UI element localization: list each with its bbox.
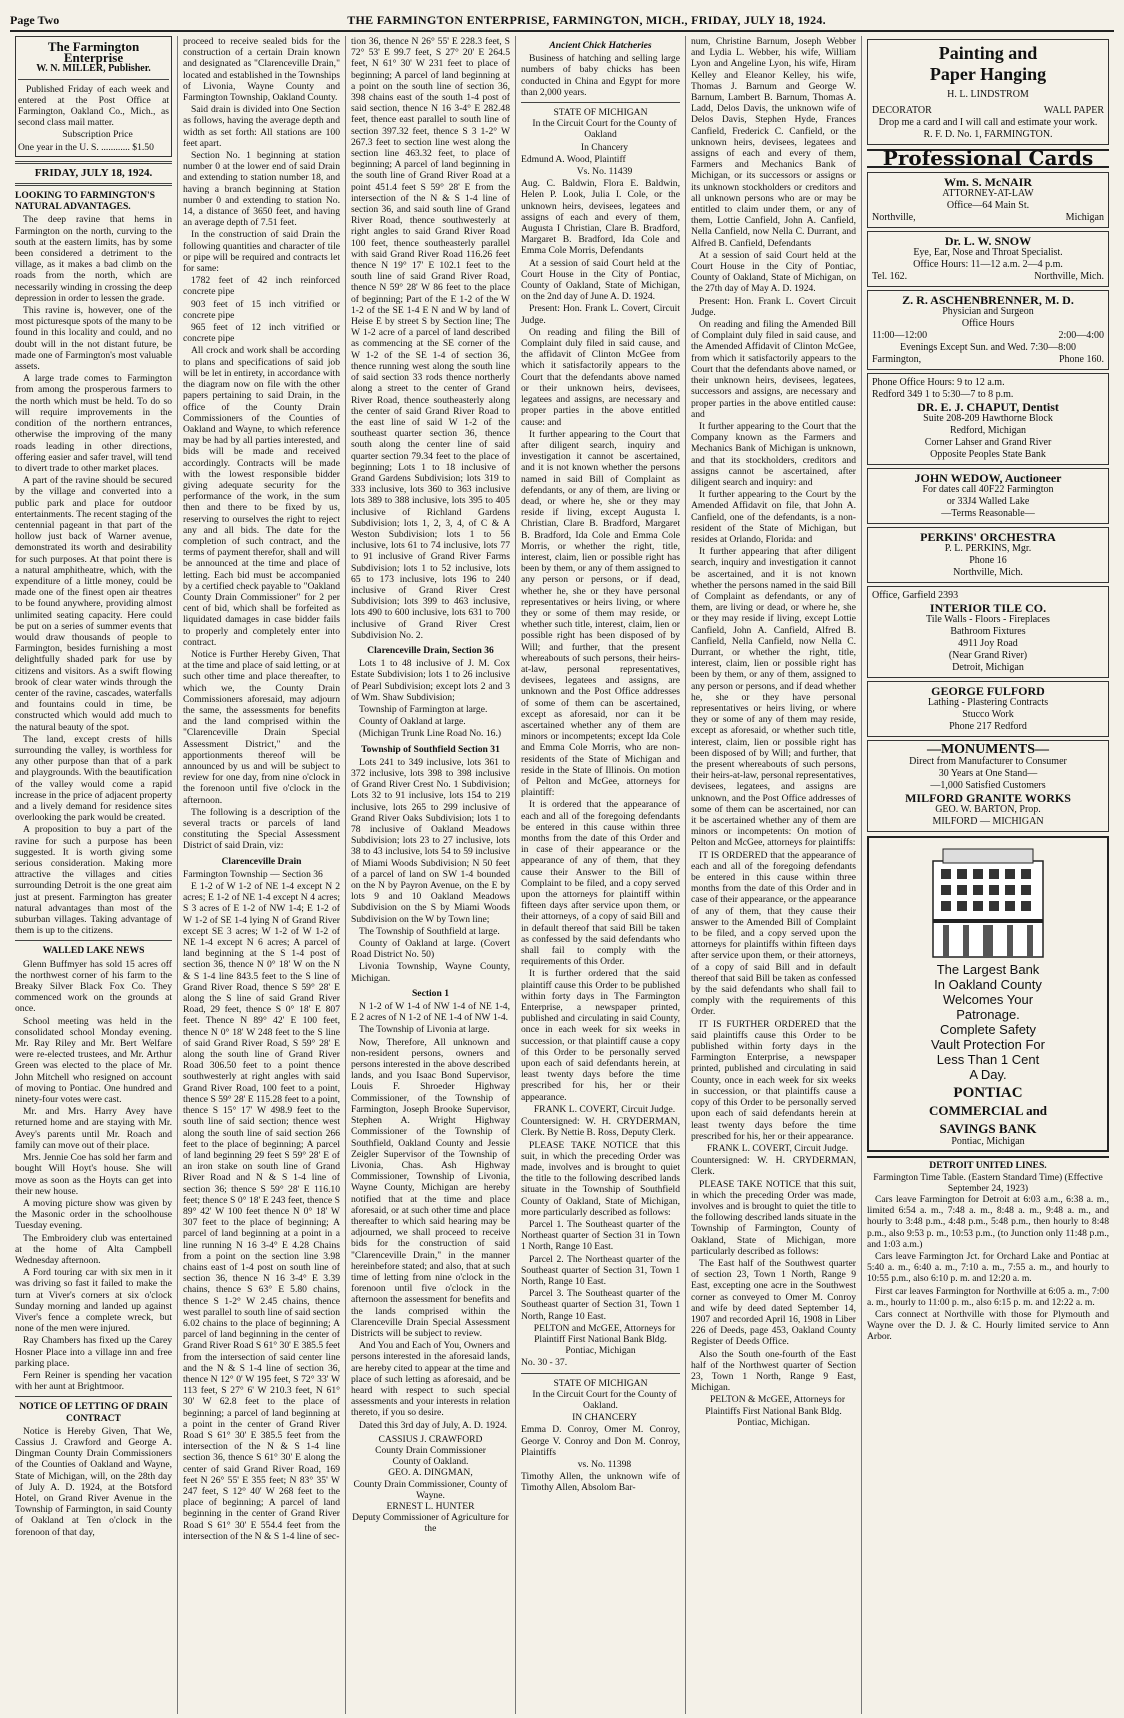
ad-title: Painting and: [938, 43, 1038, 63]
card-evenings: Evenings Except Sun. and Wed. 7:30—8:00: [900, 342, 1076, 354]
masthead: [10, 6, 1114, 32]
legal-description: Livonia Township, Wayne County, Michigan.: [351, 961, 510, 984]
card-items: Tile Walls - Floors - Fireplaces: [926, 614, 1050, 626]
court-paragraph: Parcel 3. The Southeast quarter of the Southeast quarter of Section 31, Town 1 North, Range 10 East.: [521, 1288, 680, 1322]
column-6: [862, 36, 1114, 1714]
card-address: 4911 Joy Road: [958, 638, 1018, 650]
signature-line: CASSIUS J. CRAWFORD: [378, 1433, 483, 1445]
wedow-card: [867, 468, 1109, 524]
card-state: Michigan: [1065, 212, 1104, 224]
ad-address: R. F. D. No. 1, FARMINGTON.: [923, 129, 1053, 140]
signature-line: County of Oakland.: [392, 1456, 469, 1468]
state-heading: STATE OF MICHIGAN: [553, 107, 648, 119]
court-paragraph: Present: Hon. Frank L. Covert, Circuit Judge.: [521, 303, 680, 326]
drain-paragraph: Said drain is divided into One Section as follows, having the average depth and width as set forth: All stations are 100 feet apart.: [183, 104, 340, 149]
card-terms: —Terms Reasonable—: [941, 508, 1035, 520]
paper-name: The Farmington Enterprise: [47, 39, 140, 66]
card-bath: Bathroom Fixtures: [950, 626, 1026, 638]
card-line: Phone Office Hours: 9 to 12 a.m.: [872, 377, 1005, 389]
card-line: or 33J4 Walled Lake: [946, 496, 1030, 508]
card-phone: Phone 217 Redford: [949, 721, 1027, 733]
ad-line: Direct from Manufacturer to Consumer: [909, 756, 1067, 768]
slogan-line: Vault Protection For: [931, 1037, 1045, 1053]
court-paragraph: It further appearing to the Court that the Company known as the Farmers and Mechanics Bank of Michigan is unknown, and that its stockholders, creditors and assigns cannot be ascertained, after diligent search and inquiry: and: [691, 420, 856, 488]
bank-name: COMMERCIAL and: [928, 1103, 1048, 1119]
card-spec: Eye, Ear, Nose and Throat Specialist.: [913, 247, 1063, 259]
court-heading: In the Circuit Court for the County of Oakland: [532, 118, 677, 141]
paper-box: [15, 36, 172, 157]
countersigned: Countersigned: W. H. CRYDERMAN, Clerk. By Nettie B. Ross, Deputy Clerk.: [521, 1116, 680, 1139]
court-paragraph: PLEASE TAKE NOTICE that this suit, in which the preceding Order was made, involves and is brought to quiet the title to the following described lands situate in the Township of Farmington, County of Oakland, State of Michigan, more particularly described as follows:: [691, 1178, 856, 1257]
chancery-heading: IN CHANCERY: [572, 1412, 637, 1424]
card-row: [872, 212, 1104, 224]
card-opposite: Opposite Peoples State Bank: [930, 449, 1046, 461]
card-phone: Phone 160.: [1059, 354, 1104, 366]
card-line: Stucco Work: [962, 709, 1014, 721]
court-paragraph: Parcel 2. The Northeast quarter of the Southeast quarter of Section 31, Town 1 North, Range 10 East.: [521, 1253, 680, 1287]
defendants: Aug. C. Baldwin, Flora E. Baldwin, Helen P. Look, Julia I. Cole, or the unknown heirs, devisees, legatees and assigns of each and every of them, Augusta I Christian, Clare B. Bradford, Margaret B. Bradford, Ida Cole and Emma Cole Morris, Defendants: [521, 178, 680, 257]
legal-description: County of Oakland at large. (Covert Road District No. 50): [351, 938, 510, 961]
section-subhead: Township of Southfield Section 31: [361, 743, 500, 755]
ad-title: —MONUMENTS—: [926, 742, 1050, 758]
subscription-label: Subscription Price: [62, 129, 133, 141]
attorneys: PELTON and McGEE, Attorneys for Plaintiff First National Bank Bldg. Pontiac, Michigan: [533, 1322, 676, 1357]
court-paragraph: It is further ordered that the said plaintiff cause this Order to be published within forty days in The Farmington Enterprise, a newspaper printed, published and circulating in said County, once in each week for six weeks in succession, or that plaintiff cause a copy of this Order to be personally served upon each of said defendants herein, at least twenty days before the time prescribed for his, her or their appearance.: [521, 968, 680, 1103]
timetable: [867, 1156, 1109, 1342]
interior-tile-card: [867, 586, 1109, 678]
drain-paragraph: 903 feet of 15 inch vitrified or concrete pipe: [183, 298, 340, 321]
legal-description: N 1-2 of W 1-4 of NW 1-4 of NE 1-4, E 2 acres of N 1-2 of NE 1-4 of NW 1-4.: [351, 1001, 510, 1024]
card-line: For dates call 40F22 Farmington: [922, 484, 1054, 496]
ad-city: MILFORD — MICHIGAN: [932, 816, 1044, 828]
slogan-line: Less Than 1 Cent: [936, 1052, 1040, 1068]
card-hours: Office Hours: 11—12 a.m. 2—4 p.m.: [913, 259, 1063, 271]
card-near: (Near Grand River): [948, 650, 1028, 662]
notice-headline: NOTICE OF LETTING OF DRAIN CONTRACT: [19, 1401, 168, 1424]
drain-paragraph: Section No. 1 beginning at station number 0 at the lower end of said Drain and extending to station number 18, and having a branch beginning at Station number 0 and extending to station No. 14, a distance of 3650 feet, and having an average depth of 7.51 feet.: [183, 150, 340, 229]
ad-proprietor: GEO. W. BARTON, Prop.: [935, 804, 1041, 816]
section-subhead: Section 1: [411, 987, 450, 999]
case-number: Vs. No. 11439: [576, 166, 633, 178]
card-hours: 2:00—4:00: [1058, 330, 1104, 342]
chancery-heading: In Chancery: [580, 141, 629, 153]
state-heading: STATE OF MICHIGAN: [553, 1377, 648, 1389]
signature-line: ERNEST L. HUNTER: [386, 1501, 475, 1512]
news-item: Fern Reiner is spending her vacation with her aunt at Brightmoor.: [15, 1369, 172, 1393]
drain-paragraph: Notice is Further Hereby Given, That at the time and place of said letting, or at such other time and place thereafter, to which we, the County Drain Commissioners aforesaid, may adjourn the same, the assessments for benefits and the land comprised within the "Clarenceville Drain Special Assessment District," and the apportionments thereof will be announced by us and will be subject to review for one day, from nine o'clock in the forenoon until five o'clock in the afternoon.: [183, 648, 340, 806]
slogan-line: Complete Safety: [939, 1022, 1037, 1038]
card-row: [872, 271, 1104, 283]
judge: FRANK L. COVERT, Circuit Judge.: [533, 1103, 676, 1115]
drain-paragraph: 965 feet of 12 inch vitrified or concrete pipe: [183, 322, 340, 345]
card-city: Farmington,: [872, 354, 922, 366]
legal-description: Lots 1 to 48 inclusive of J. M. Cox Estate Subdivision; lots 1 to 26 inclusive of Pearl Subdivision; except lots 2 and 3 of Wm. Shaw Subdivision;: [351, 658, 510, 703]
card-suite: Suite 208-209 Hawthorne Block: [923, 413, 1053, 425]
editorial-paragraph: A proposition to buy a part of the ravine for such a purpose has been suggested. It is worth giving some serious consideration. Making more attractive the villages and cities surrounding Detroit is the one great aim just at present. Farmington has greater natural advantages than most of the suburban villages. Taking advantage of them is up to the citizens.: [15, 824, 172, 937]
card-city: Northville,: [872, 212, 916, 224]
published-info: Published Friday of each week and entered at the Post Office at Farmington, Oakland Co., Mich., as second class mail matter.: [18, 83, 169, 129]
slogan-line: Welcomes Your: [942, 992, 1034, 1008]
card-row: [872, 330, 1104, 342]
card-city: Redford, Michigan: [949, 425, 1027, 437]
card-title: ATTORNEY-AT-LAW: [942, 188, 1034, 200]
notice-numbers: No. 30 - 37.: [521, 1357, 568, 1369]
legal-description: Dated this 3rd day of July, A. D. 1924.: [359, 1419, 508, 1431]
card-phone: Phone 16: [969, 555, 1007, 567]
bank-name: SAVINGS BANK: [939, 1121, 1037, 1137]
court-paragraph: On reading and filing the Bill of Complaint duly filed in said cause, and the affidavit of Clinton McGee from which it satisfactorily appears to the Court that the defendants above named or their unknown heirs, devisees, legatees and assigns, are necessary and proper parties in the above entitled cause: and: [521, 326, 680, 428]
timetable-paragraph: First car leaves Farmington for Northville at 6:05 a. m., 7:00 a. m., hourly to 11:00 p. m., also 6:15 p. m. and 12:22 a. m.: [867, 1285, 1109, 1308]
legal-description: tion 36, thence N 26° 55' E 228.3 feet, S 72° 53' E 99.7 feet, S 27° 20' E 264.5 feet, N 61° 30' W 231 feet to place of beginning; A parcel of land beginning at a point on the south line of section 36, 398 chains east of the south 1-4 post of said section, thence N 16 3-4° E 282.48 feet, thence east parallel to south line of section 397.32 feet, thence S 3 1-2° W 267.3 feet to section line west along the section line 463.32 feet, to place of beginning; A parcel of land beginning in the south line of Grand River Road at a point 451.4 feet S 59° 28' E from the intersection of the N & S 1-4 line of section 36, and said south line of Grand River Road, thence southwesterly at right angles to said Grand River Road 100 feet, thence southeasterly parallel with said Grand River Road 116.26 feet thence N 19° 17' E 102.1 feet to the south line of said Grand River Road, thence N 59° 28' W 86 feet to the place of beginning; Part of the E 1-2 of the W 1-2 of the SE 1-4 E N and W by land of Heise E by street S by Section line; The W 1-2 acre of a parcel of land described as commencing at the SE corner of the W 1-2 of the SE 1-4 of section 36, thence running west along the south line of said section 33 rods thence northerly along a street to the center of Grand River Road, thence southeasterly along the center of said Grand River Road to the east line of said W 1-2 of the southeast quarter section 36, thence south along the center line of said quarter section 79.34 feet to the place of beginning; Lots 1 to 18 inclusive of Grand Gardens Subdivision; lots 319 to 333 inclusive, lots 360 to 363 inclusive lots 389 to 388 inclusive, lots 395 to 405 inclusive of Richland Gardens Subdivision; lots 1, 2, 3, 4, of C & A Weston Subdivision; lots 1 to 56 inclusive, lots 61 to 74 inclusive, lots 77 to 91 inclusive of Grand River Farms Subdivision; lots 1 to 52 inclusive, lots 65 to 173 inclusive, lots 196 to 240 inclusive of Grand River Crest Subdivision; lots 399 to 463 inclusive, lots 490 to 600 inclusive, lots 631 to 700 inclusive of Grand River Crest Subdivision No. 2.: [351, 36, 510, 641]
timetable-sub: Farmington Time Table. (Eastern Standard Time) (Effective September 24, 1923): [873, 1171, 1103, 1194]
card-name: Dr. L. W. SNOW: [944, 234, 1032, 249]
news-item: Mr. and Mrs. Harry Avey have returned home and are staying with Mr. Avey's parents until Mr. Roach and family can move out of their place.: [15, 1106, 172, 1151]
ad-row: [872, 105, 1104, 117]
countersigned: Countersigned: W. H. CRYDERMAN, Clerk.: [691, 1155, 856, 1178]
drain-paragraph: The following is a description of the several tracts or parcels of land constituting the Special Assessment District of said Drain, viz:: [183, 806, 340, 852]
court-paragraph: num, Christine Barnum, Joseph Webber and Lydia L. Webber, his wife, William Lyon and Angeline Lyon, his wife, Hiram Kelley and Eleanor Kelley, his wife, Thomas J. Barnum and George W. Barnum, Lambert B. Barnum, Thomas A. Ladd, Delos Davis, the unknown wife of Delos Davis, Stephen Hyde, Frances Canfield, Frederick C. Canfield, or the unknown heirs, devisees, legatees and assigns of each and every of them, Farmers and Mechanics Bank of Michigan, or its successors or assigns or its unknown stockholders or creditors and all unknown persons who are or may be entitled to claim under them, or any of them, Lottie Canfield, John A. Canfield, Nella Canfield, now Nella C. Durrant, and Alfred B. Canfield, Defendants: [691, 36, 856, 249]
news-item: School meeting was held in the consolidated school Monday evening. Mr. Ray Riley and Mr. Bert Welfare were re-elected trustees, and Mr. Arthur Green was elected to the place of Mr. John Mitchell who resigned on account of moving to Pontiac. One hundred and ninety-four votes were cast.: [15, 1015, 172, 1106]
drain-paragraph: proceed to receive sealed bids for the construction of a certain Drain known and designated as "Clarenceville Drain," located and established in the Townships of Livonia, Wayne County and Farmington Township, Oakland County.: [183, 36, 340, 104]
court-paragraph: It further appearing that after diligent search, inquiry and investigation it cannot be ascertained, and it is not known whether the persons named in the said Bill of Complaint as defendants, or any of them, are living or dead, or where he, she or they may reside if living, except Lottie Canfield, John A. Canfield, Alfred B. Canfield, Nella Canfield, now Nella C. Durrant, or whether the right, title, interest, claim, lien or possible right has been by them, or any of them, assigned to any person or persons, and if dead whether he, she or they have personal representatives or heirs living, or where they or some of any of them may reside, except as aforesaid, or whether such title, interest, claim, lien or possible right has been disposed of by Will; and further, that the present whereabouts of such persons, their heirs-at-law, personal representatives, devisees, legatees, and assigns are unknown, and the Post Office addresses of some of them can be ascertained, nor can it be ascertained whether any of them are minors or incompetents: On motion of Pelton and McGee, attorneys for plaintiffs:: [691, 546, 856, 849]
bank-slogan: [872, 962, 1104, 1082]
court-paragraph: On reading and filing the Amended Bill of Complaint duly filed in said cause, and the Amended Affidavit of Clinton McGee, from which it satisfactorily appears to the Court that the defendants above named, or their unknown heirs, devisees, legatees, successors and assigns, are necessary and proper parties in the above entitled cause: and: [691, 319, 856, 420]
card-corner: Corner Lahser and Grand River: [924, 437, 1052, 449]
ad-title: Paper Hanging: [929, 64, 1047, 84]
card-name: DR. E. J. CHAPUT, Dentist: [917, 400, 1059, 415]
card-name: PERKINS' ORCHESTRA: [920, 530, 1056, 545]
legal-description: The Township of Southfield at large.: [359, 925, 500, 937]
drain-paragraph: All crock and work shall be according to plans and specifications of said job will be let in entirety, in accordance with the diagram now on file with the other papers pertaining to said Drain, in the office of the County Drain Commissioners of the Counties of Oakland and Wayne, to which reference may be had by all parties interested, and bids will be made and received accordingly. Contracts will be made with the lowest responsible bidder giving adequate security for the performance of the work, in the sum then and there to be fixed by us, reserving to ourselves the right to reject any and all bids. The date for the completion of such contract, and the terms of payment therefor, shall and will be announced at the time and place of letting. Each bid must be accompanied by a certified check payable to "Oakland County Drain Commissioner" for 2 per cent of bid, which shall be forfeited as liquidated damages in case bidder fails to properly and completely enter into contract.: [183, 345, 340, 648]
slogan-line: A Day.: [969, 1067, 1007, 1083]
card-hours: 11:00—12:00: [872, 330, 928, 342]
court-paragraph: IT IS FURTHER ORDERED that the said plaintiffs cause this Order to be published within forty days in the Farmington Enterprise, a newspaper printed, published and circulating in said County, once in each week for six weeks in succession, or that plaintiffs cause a copy of this Order to be personally served upon each of said defendants herein at least twenty days before the time prescribed for his, her or their appearance.: [691, 1018, 856, 1142]
card-office: Office—64 Main St.: [946, 200, 1030, 212]
case-number: vs. No. 11398: [577, 1458, 632, 1470]
ad-right: WALL PAPER: [1043, 105, 1104, 116]
ad-name: H. L. LINDSTROM: [947, 89, 1029, 100]
card-hours-label: Office Hours: [961, 318, 1015, 330]
signature-line: County Drain Commissioner: [375, 1444, 486, 1456]
timetable-paragraph: Cars connect at Northville with those for Plymouth and Wayne over the D. J. & C. Hourly limited service to Ann Arbor.: [867, 1309, 1109, 1343]
perkins-card: [867, 527, 1109, 583]
editorial-headline: LOOKING TO FARMINGTON'S NATURAL ADVANTAGES.: [15, 190, 156, 213]
legal-description: E 1-2 of W 1-2 of NE 1-4 except N 2 acres; E 1-2 of NE 1-4 except N 4 acres; S 3 acres of E 1-2 of NW 1-4; E 1-2 of W 1-2 of SE 1-4 lying N of Grand River except SE 3 acres; W 1-2 of W 1-2 of NE 1-4 except N 6 acres; A parcel of land beginning at the S 1-4 post of section 36, thence N 0° 18' W on the N & S 1-4 line 843.5 feet to the S line of Grand River Road, thence S 59° 28' E along the S line of said Grand River Road, 29 feet, thence S 0° 18' E 807 feet. Thence N 89° 42' E 100 feet, thence N 0° 18' W 248 feet to the S line of said Grand River Road, S 59° 28' E along the south line of Grand River Road 306.50 feet to a point thence southwesterly at right angles with said Grand River Road, 100 feet to a point, thence S 59° 28' E 115.28 feet to a point, thence S 15° 17' W 498.9 feet to the south line of said section; thence west along the south line of said section 266 feet to the place of beginning; A parcel of land beginning 29 feet S 59° 28' E of an iron stake on south line of Grand River Road and N & S 1-4 line of section 36; thence S 59° 28' E 116.10 feet; thence S 0° 18' E 243 feet, thence S 89° 42' W 100 feet thence N 0° 18' W 307 feet to the place of beginning; A parcel of land beginning at a point in a line running N 16 3-4° E 4.28 Chains from a point on the section line 3.98 chains east of 1-4 post on south line of section 36, thence N 16 3-4° E 3.39 chains, thence S 63° E 5.80 chains, thence S 1-2° W 2.45 chains, thence west parallel to south line of said section 6.02 chains to the place of beginning; A parcel of land beginning in the center of Grand River Road S 61° 30' E 385.5 feet from the intersection of said center line and the N & S 1-4 line of section 36, thence N 12° 0' W 195 feet, S 72° 33' W 113 feet, S 27° 6' W 210.3 feet, N 61° 30' W 62.8 feet to the place of beginning; a parcel of land beginning at a point in the center of Grand River Road S 61° 30' E 385.5 feet from the intersection of the N & S 1-4 line section 36, thence S 61° 30' E along the center of said Grand River Road, 169 feet N 26° 55' E 355 feet; N 83° 35' W 247 feet, S 12° 40' W 268 feet to the place of beginning; A parcel of land beginning in the center of Grand River Road S 61° 30' E 554.4 feet from the intersection of the N & S 1-4 line of sec-: [183, 881, 340, 1542]
chaput-card: [867, 373, 1109, 465]
court-paragraph: It is ordered that the appearance of each and all of the foregoing defendants be entered in this cause within three months from the date of this Order and in case of their appearance or the appearance of any of them, that they cause their Answer to the Bill of Complaint to be filed, and a copy served upon the attorneys for plaintiff within fifteen days after service upon them, or their attorneys, of a copy of said Bill and in default thereof that said Bill be taken as confessed by the said defendants who shall fail to comply with the requirements of this Order.: [521, 799, 680, 968]
card-manager: P. L. PERKINS, Mgr.: [944, 543, 1032, 555]
masthead-title: THE FARMINGTON ENTERPRISE, FARMINGTON, MICH., FRIDAY, JULY 18, 1924.: [347, 13, 826, 27]
drain-subhead: Clarenceville Drain: [221, 855, 302, 867]
court-paragraph: Also the South one-fourth of the East half of the Northwest quarter of Section 23, Town 1 North, Range 9 East, Michigan.: [691, 1348, 856, 1394]
legal-description: The Township of Livonia at large.: [359, 1024, 490, 1036]
ad-name: MILFORD GRANITE WORKS: [905, 791, 1071, 806]
card-city: Northville, Mich.: [953, 567, 1023, 579]
news-item: Mrs. Jennie Coe has sold her farm and bought Will Hoyt's house. She will move as soon as the Hoyts can get into their new house.: [15, 1152, 172, 1197]
ad-line: 30 Years at One Stand—: [938, 768, 1038, 780]
slogan-line: In Oakland County: [934, 977, 1042, 993]
card-office: Office, Garfield 2393: [872, 590, 959, 602]
news-item: Ray Chambers has fixed up the Carey Hosner Place into a village inn and free parking place.: [15, 1335, 172, 1369]
court-heading: In the Circuit Court for the County of Oakland.: [532, 1388, 677, 1411]
ad-text: Drop me a card and I will call and estimate your work.: [878, 117, 1098, 128]
slogan-line: Patronage.: [956, 1007, 1020, 1023]
court-paragraph: The East half of the Southwest quarter of section 23, Town 1 North, Range 9 East, excepting one acre in the Southwest corner as conveyed to Omer M. Conroy and wife by deed dated September 14, 1907 and recorded April 16, 1908 in Liber 226 of Deeds, page 453, Oakland County Register of Deeds Office.: [691, 1257, 856, 1348]
aschenbrenner-card: [867, 290, 1109, 370]
professional-cards-heading: Professional Cards: [867, 149, 1109, 168]
ad-left: DECORATOR: [872, 105, 932, 116]
judge: FRANK L. COVERT, Circuit Judge.: [706, 1142, 849, 1154]
court-paragraph: PLEASE TAKE NOTICE that this suit, in which the preceding Order was made, involves and is brought to quiet the title to the following described lands situate in the Township of Southfield County of Oakland, State of Michigan, more particularly described as follows:: [521, 1139, 680, 1218]
card-city: Northville, Mich.: [1034, 271, 1104, 283]
chick-headline: Ancient Chick Hatcheries: [549, 40, 652, 51]
card-name: GEORGE FULFORD: [931, 684, 1045, 699]
defendants: Timothy Allen, the unknown wife of Timothy Allen, Absolom Bar-: [521, 1471, 680, 1494]
card-line: Lathing - Plastering Contracts: [927, 697, 1049, 709]
section-subhead: Clarenceville Drain, Section 36: [367, 644, 494, 656]
signature-block: [351, 1434, 510, 1535]
signature-line: Deputy Commissioner of Agriculture for the: [352, 1512, 509, 1535]
card-spec: Physician and Surgeon: [942, 306, 1034, 318]
court-paragraph: Parcel 1. The Southeast quarter of the Northeast quarter of Section 31 in Town 1 North, Range 10 East.: [521, 1218, 680, 1253]
card-name: Wm. S. McNAIR: [944, 175, 1032, 190]
legal-description: Township of Farmington at large.: [359, 703, 488, 715]
monuments-ad: [867, 740, 1109, 832]
page-number: Page Two: [10, 13, 60, 27]
bank-name: PONTIAC: [953, 1085, 1023, 1102]
editorial-paragraph: A large trade comes to Farmington from among the prosperous farmers to the north which must be held. To do so will require improvements in the condition of the northern entrances, otherwise the improving of the many roads leading in other directions, offering easier and safer travel, will tend to divert trade to other market places.: [15, 373, 172, 474]
chick-text: Business of hatching and selling large numbers of baby chicks has been conducted in China and Egypt for more than 2,000 years.: [521, 53, 680, 98]
ad-line: —1,000 Satisfied Customers: [930, 780, 1046, 792]
notice-text: Notice is Hereby Given, That We, Cassius J. Crawford and George A. Dingman County Drain Commissioners of the Counties of Oakland and Wayne, State of Michigan, will, on the 28th day of July A. D. 1924, at the Botsford Hotel, on Grand River Avenue in the Township of Farmington, in said County of Oakland at Ten o'clock in the forenoon of that day,: [15, 1425, 172, 1538]
fulford-card: [867, 681, 1109, 737]
news-item: The Embroidery club was entertained at the home of Alta Campbell Wednesday afternoon.: [15, 1232, 172, 1266]
card-city: Detroit, Michigan: [952, 662, 1024, 674]
publisher: W. N. MILLER, Publisher.: [36, 63, 151, 75]
legal-description: And You and Each of You, Owners and persons interested in the aforesaid lands, are hereby cited to appear at the time and place of such letting as aforesaid, and be heard with respect to such special assessments and your interests in relation thereto, if you so desire.: [351, 1340, 510, 1419]
editorial-paragraph: This ravine is, however, one of the most picturesque spots of the many to be found in this locality and could, and no doubt will in the not distant future, be made one of Farmington's most valuable assets.: [15, 305, 172, 373]
legal-description: Now, Therefore, All unknown and non-resident persons, owners and persons interested in the above described lands, and you Isaac Bond Supervisor, Louis F. Shroeder Highway Commissioner, of the Township of Farmington, Joseph Brooke Supervisor, Stephen A. Wright Highway Commissioner of the Township of Southfield, Oakland County and Jessie Zeigler Supervisor of the Township of Livonia, Chas. Ash Highway Commissioner, Township of Livonia, Wayne County, Michigan are hereby notified that at the time and place aforesaid, or at such other time and place thereafter to which said hearing may be adjourned, we shall proceed to receive bids for the construction of said "Clarenceville Drain," in the manner hereinbefore stated; and also, that at such time of letting from nine o'clock in the forenoon until five o'clock in the afternoon the assessment for benefits and the lands comprised within the Clarenceville Drain Special Assessment Districts will be subject to review.: [351, 1036, 510, 1339]
card-name: Z. R. ASCHENBRENNER, M. D.: [902, 293, 1074, 308]
bank-ad: [867, 836, 1109, 1152]
drain-paragraph: 1782 feet of 42 inch reinforced concrete pipe: [183, 275, 340, 298]
timetable-paragraph: Cars leave Farmington Jct. for Orchard Lake and Pontiac at 5:40 a. m., 6:40 a. m., 7:10 a. m., 7:55 a. m., and hourly to 10:55 p.m., also 6:10 p. m. and 12:20 a. m.: [867, 1251, 1109, 1285]
columns: [10, 36, 1114, 1714]
signature-line: County Drain Commissioner, County of Wayne.: [353, 1478, 508, 1501]
court-paragraph: At a session of said Court held at the Court House in the City of Pontiac, County of Oakland, State of Michigan, on the 2nd day of June A. D. 1924.: [521, 257, 680, 303]
court-paragraph: Present: Hon. Frank L. Covert Circuit Judge.: [691, 295, 856, 318]
legal-description: County of Oakland at large.: [359, 716, 466, 728]
column-3: [346, 36, 516, 1714]
timetable-paragraph: Cars leave Farmington for Detroit at 6:03 a.m., 6:38 a. m., limited 6:54 a. m., 7:48 a. m., 8:48 a. m., 9:48 a. m., and hourly to 3:48 p.m., 4:48 p.m., 5:48 p.m., then hourly to 8:48 p.m., also 9:53 p. m., 10:53 p.m., (to Junction only 11:48 p.m., and 1:03 a.m.): [867, 1194, 1109, 1250]
court-paragraph: At a session of said Court held at the Court House in the City of Pontiac, County of Oakland, State of Michigan, on the 27th day of May A. D. 1924.: [691, 249, 856, 295]
snow-card: [867, 231, 1109, 287]
drain-subhead-2: Farmington Township — Section 36: [183, 868, 323, 880]
court-paragraph: IT IS ORDERED that the appearance of each and all of the foregoing defendants be entered in this cause within three months from the date of this Order and in case of their appearance, or the appearance of any of them, that they cause their answer to the Amended Bill of Complaint to be filed, and a copy served upon the attorneys for plaintiffs within fifteen days after service upon them, or their attorneys, of a copy of said Bill and in default thereof that said Bill be taken as confessed by the said defendants who shall fail to comply with the requirements of this Order.: [691, 849, 856, 1018]
slogan-line: The Largest Bank: [936, 962, 1040, 978]
court-paragraph: It further appearing to the Court that after diligent search, inquiry and investigation it cannot be ascertained, and it is not known whether the persons named in said Bill of Complaint as defendants, or any of them, are living or dead, or where he, she or they may reside if living, except Augusta I. Christian, Clare B. Bradford, Margaret B. Bradford, Ida Cole and Emma Cole Morris, or whether the right, title, interest, claim, lien or possible right has been by them, or any of them assigned to any person or persons, or if dead, whether he, she or they have personal representatives or heirs living, or where they or some of them may reside, or whether such title, interest, claim, lien or possible right has been disposed of by Will; and further, that the present whereabouts of such persons, their heirs-at-law, personal representatives, devisees, legatees and assigns, are unknown and the Post Office addresses of some of them can be ascertained, except as aforesaid, nor can it be ascertained whether any of them are minors or incompetents; except Ida Cole and Emma Cole Morris, who are non-residents of the State of Michigan and reside in the State of Illinois. On motion of Pelton and McGee, attorneys for plaintiff:: [521, 428, 680, 799]
attorneys: PELTON & McGEE, Attorneys for Plaintiffs First National Bank Bldg. Pontiac, Michigan.: [705, 1394, 846, 1428]
bank-building-illustration: [913, 841, 1063, 959]
news-item: A Ford touring car with six men in it was driving so fast it failed to make the turn at Viver's corners at six o'clock Sunday morning and landed up against Viver's fence a complete wreck, but none of the men were injured.: [15, 1267, 172, 1335]
court-paragraph: It further appearing to the Court by the Amended Affidavit on file, that John A. Canfield, one of the defendants, is a non-resident of the State of Michigan, but resides at Orlando, Florida: and: [691, 489, 856, 545]
painting-ad: [867, 39, 1109, 145]
card-name: JOHN WEDOW, Auctioneer: [914, 471, 1062, 486]
editorial-paragraph: The deep ravine that hems in Farmington on the north, curving to the south at the eastern limits, has by some been considered a detriment to the village, as it makes a bad climb on the roads from the north, which are necessarily winding in crossing the deep depression in order to lessen the grade.: [15, 214, 172, 304]
card-line: Redford 349 1 to 5:30—7 to 8 p.m.: [872, 389, 1014, 401]
plaintiff: Edmund A. Wood, Plaintiff: [521, 153, 626, 165]
column-1: [10, 36, 178, 1714]
signature-line: GEO. A. DINGMAN,: [388, 1467, 473, 1479]
column-5: [686, 36, 862, 1714]
column-2: [178, 36, 346, 1714]
column-4: [516, 36, 686, 1714]
legal-description: (Michigan Trunk Line Road No. 16.): [359, 728, 502, 740]
dateline: FRIDAY, JULY 18, 1924.: [34, 166, 153, 179]
plaintiffs: Emma D. Conroy, Omer M. Conroy, George V. Conroy and Don M. Conroy, Plaintiffs: [521, 1424, 680, 1458]
bank-city: Pontiac, Michigan: [951, 1136, 1025, 1148]
drain-paragraph: In the construction of said Drain the following quantities and character of tile or pipe will be required and contracts let for same:: [183, 229, 340, 275]
timetable-head: DETROIT UNITED LINES.: [929, 1160, 1047, 1172]
card-name: INTERIOR TILE CO.: [929, 601, 1047, 616]
legal-description: Lots 241 to 349 inclusive, lots 361 to 372 inclusive, lots 398 to 398 inclusive of Grand River Crest No. 1 Subdivision; Lots 32 to 91 inclusive, lots 154 to 219 inclusive, lots 265 to 299 inclusive of Grand River Oaks Subdivision; lots 1 to 78 inclusive of Oakland Meadows Subdivision; lots 23 to 27 inclusive, lots 38 to 43 inclusive, lots 54 to 59 inclusive of Miami Woods Subdivision; N 50 feet of a parcel of land on SW 1-4 bounded on the N by Payron Avenue, on the E by lots 9 and 10 Oakland Meadows Subdivision on the S by Miami Woods Subdivision on the W by Town line;: [351, 756, 510, 925]
news-item: Glenn Buffmyer has sold 15 acres off the northwest corner of his farm to the Breaky Silver Black Fox Co. They commenced work on the grounds at once.: [15, 958, 172, 1015]
subscription-price: One year in the U. S. ............ $1.50: [18, 141, 154, 153]
mcnair-card: [867, 172, 1109, 228]
news-item: A moving picture show was given by the Masonic order in the schoolhouse Tuesday evening.: [15, 1197, 172, 1232]
editorial-paragraph: The land, except crests of hills surrounding the valley, is worthless for any other purpose than that of a park and playgrounds. With the beautification of the valley would come a rapid increase in the price of adjacent property and a lively demand for residence sites overlooking the park would be created.: [15, 733, 172, 824]
editorial-paragraph: A part of the ravine should be secured by the village and converted into a public park and place for outdoor entertainments. The recent staging of the centennial pageant in that part of the hollow just back of Warner avenue, demonstrated its worth and desirability for such purposes. At that point there is a natural amphitheatre, which, with the expenditure of a little money, could be made one of the finest open air theatres to be found anywhere, providing almost unlimited seating capacity. Here could be put on a series of summer events that would draw thousands of people to Farmington, besides furnishing a most delightfully shaded park for use by citizens and visitors. As a swift flowing brook of clear water winds through the center of the ravine, cascades, waterfalls and fountains could in time, be constructed which would add much to the natural beauty of the spot.: [15, 475, 172, 733]
card-row: [872, 354, 1104, 366]
card-tel: Tel. 162.: [872, 271, 908, 283]
news-headline: WALLED LAKE NEWS: [42, 945, 145, 957]
